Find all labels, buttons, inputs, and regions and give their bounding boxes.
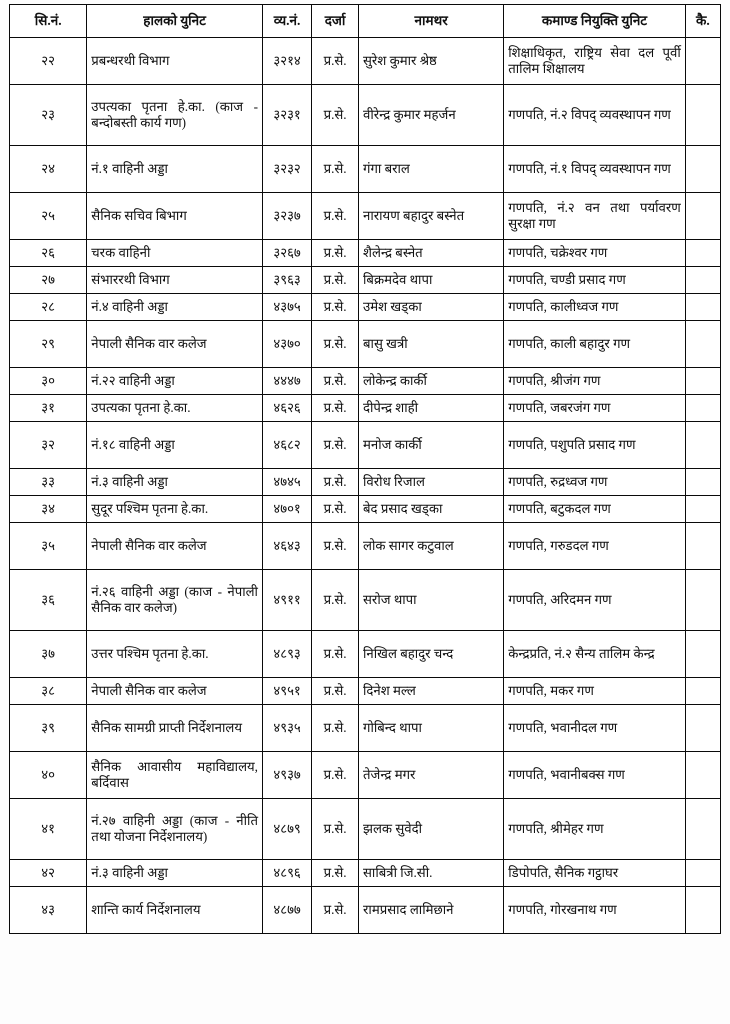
cell-personal-number: ३२६७ [262, 240, 311, 267]
cell-name: साबित्री जि.सी. [359, 860, 504, 887]
cell-rank: प्र.से. [312, 496, 359, 523]
cell-command-unit: गणपति, चण्डी प्रसाद गण [504, 267, 686, 294]
cell-remarks [685, 496, 720, 523]
cell-command-unit: गणपति, अरिदमन गण [504, 570, 686, 631]
cell-remarks [685, 395, 720, 422]
cell-current-unit: सैनिक सामग्री प्राप्ती निर्देशनालय [87, 705, 263, 752]
cell-serial: २६ [10, 240, 87, 267]
table-row [10, 570, 721, 631]
cell-name: सुरेश कुमार श्रेष्ठ [359, 38, 504, 85]
table-row [10, 368, 721, 395]
cell-command-unit: डिपोपति, सैनिक गट्ठाघर [504, 860, 686, 887]
cell-name: दिनेश मल्ल [359, 678, 504, 705]
cell-current-unit: संभाररथी विभाग [87, 267, 263, 294]
cell-rank: प्र.से. [312, 523, 359, 570]
column-header-remarks: कै. [685, 5, 720, 38]
table-row [10, 38, 721, 85]
table-row [10, 146, 721, 193]
cell-serial: ३५ [10, 523, 87, 570]
cell-remarks [685, 368, 720, 395]
table-row [10, 85, 721, 146]
cell-command-unit: गणपति, नं.२ वन तथा पर्यावरण सुरक्षा गण [504, 193, 686, 240]
cell-serial: ३३ [10, 469, 87, 496]
cell-current-unit: नं.४ वाहिनी अड्डा [87, 294, 263, 321]
cell-remarks [685, 570, 720, 631]
cell-name: लोकेन्द्र कार्की [359, 368, 504, 395]
cell-current-unit: सैनिक आवासीय महाविद्यालय, बर्दिवास [87, 752, 263, 799]
cell-name: विरोध रिजाल [359, 469, 504, 496]
cell-personal-number: ४७०१ [262, 496, 311, 523]
cell-remarks [685, 146, 720, 193]
cell-serial: २९ [10, 321, 87, 368]
cell-rank: प्र.से. [312, 85, 359, 146]
cell-current-unit: नं.३ वाहिनी अड्डा [87, 860, 263, 887]
column-header-command-unit: कमाण्ड नियुक्ति युनिट [504, 5, 686, 38]
cell-serial: ३८ [10, 678, 87, 705]
cell-name: बासु खत्री [359, 321, 504, 368]
cell-current-unit: उपत्यका पृतना हे.का. (काज - बन्दोबस्ती कार्य गण) [87, 85, 263, 146]
cell-personal-number: ४४४७ [262, 368, 311, 395]
cell-serial: ३७ [10, 631, 87, 678]
cell-serial: २३ [10, 85, 87, 146]
cell-name: तेजेन्द्र मगर [359, 752, 504, 799]
cell-current-unit: चरक वाहिनी [87, 240, 263, 267]
cell-personal-number: ४९११ [262, 570, 311, 631]
cell-serial: ३६ [10, 570, 87, 631]
cell-name: झलक सुवेदी [359, 799, 504, 860]
cell-remarks [685, 887, 720, 934]
cell-rank: प्र.से. [312, 368, 359, 395]
cell-serial: २४ [10, 146, 87, 193]
cell-rank: प्र.से. [312, 631, 359, 678]
cell-rank: प्र.से. [312, 422, 359, 469]
cell-command-unit: गणपति, रुद्रध्वज गण [504, 469, 686, 496]
table-row [10, 395, 721, 422]
cell-rank: प्र.से. [312, 887, 359, 934]
cell-command-unit: गणपति, जबरजंग गण [504, 395, 686, 422]
cell-name: शैलेन्द्र बस्नेत [359, 240, 504, 267]
cell-rank: प्र.से. [312, 294, 359, 321]
cell-rank: प्र.से. [312, 860, 359, 887]
cell-current-unit: नं.१ वाहिनी अड्डा [87, 146, 263, 193]
cell-rank: प्र.से. [312, 267, 359, 294]
cell-current-unit: उपत्यका पृतना हे.का. [87, 395, 263, 422]
table-row [10, 752, 721, 799]
table-row [10, 294, 721, 321]
cell-serial: ४२ [10, 860, 87, 887]
cell-serial: ३४ [10, 496, 87, 523]
cell-remarks [685, 240, 720, 267]
table-header-row [10, 5, 721, 38]
cell-rank: प्र.से. [312, 570, 359, 631]
cell-rank: प्र.से. [312, 321, 359, 368]
cell-serial: ४३ [10, 887, 87, 934]
cell-remarks [685, 678, 720, 705]
cell-name: बिक्रमदेव थापा [359, 267, 504, 294]
table-body [10, 38, 721, 934]
cell-name: लोक सागर कटुवाल [359, 523, 504, 570]
cell-name: सरोज थापा [359, 570, 504, 631]
cell-personal-number: ४८७७ [262, 887, 311, 934]
table-row [10, 321, 721, 368]
cell-remarks [685, 469, 720, 496]
cell-remarks [685, 193, 720, 240]
cell-personal-number: ३२३२ [262, 146, 311, 193]
cell-personal-number: ३२३१ [262, 85, 311, 146]
table-row [10, 523, 721, 570]
cell-personal-number: ४७४५ [262, 469, 311, 496]
table-row [10, 267, 721, 294]
cell-personal-number: ४८९६ [262, 860, 311, 887]
cell-command-unit: गणपति, श्रीजंग गण [504, 368, 686, 395]
cell-remarks [685, 422, 720, 469]
cell-current-unit: शान्ति कार्य निर्देशनालय [87, 887, 263, 934]
column-header-current-unit: हालको युनिट [87, 5, 263, 38]
cell-command-unit: गणपति, मकर गण [504, 678, 686, 705]
table-row [10, 631, 721, 678]
cell-command-unit: गणपति, बटुकदल गण [504, 496, 686, 523]
cell-personal-number: ४९३५ [262, 705, 311, 752]
cell-command-unit: गणपति, काली बहादुर गण [504, 321, 686, 368]
cell-name: उमेश खड्का [359, 294, 504, 321]
cell-personal-number: ४८९३ [262, 631, 311, 678]
cell-command-unit: शिक्षाधिकृत, राष्ट्रिय सेवा दल पूर्वी तालिम शिक्षालय [504, 38, 686, 85]
column-header-name: नामथर [359, 5, 504, 38]
cell-personal-number: ३२३७ [262, 193, 311, 240]
cell-name: निखिल बहादुर चन्द [359, 631, 504, 678]
cell-current-unit: नेपाली सैनिक वार कलेज [87, 321, 263, 368]
cell-remarks [685, 860, 720, 887]
cell-current-unit: नं.२६ वाहिनी अड्डा (काज - नेपाली सैनिक वार कलेज) [87, 570, 263, 631]
table-row [10, 860, 721, 887]
cell-command-unit: गणपति, कालीध्वज गण [504, 294, 686, 321]
cell-command-unit: गणपति, श्रीमेहर गण [504, 799, 686, 860]
cell-serial: ४१ [10, 799, 87, 860]
cell-rank: प्र.से. [312, 799, 359, 860]
cell-personal-number: ४६८२ [262, 422, 311, 469]
cell-remarks [685, 85, 720, 146]
cell-rank: प्र.से. [312, 678, 359, 705]
cell-serial: ३१ [10, 395, 87, 422]
cell-name: मनोज कार्की [359, 422, 504, 469]
cell-rank: प्र.से. [312, 146, 359, 193]
cell-current-unit: उत्तर पश्चिम पृतना हे.का. [87, 631, 263, 678]
cell-serial: २७ [10, 267, 87, 294]
cell-personal-number: ३२१४ [262, 38, 311, 85]
cell-serial: २५ [10, 193, 87, 240]
cell-serial: ३२ [10, 422, 87, 469]
cell-remarks [685, 705, 720, 752]
cell-remarks [685, 321, 720, 368]
cell-serial: ३० [10, 368, 87, 395]
column-header-personal-number: व्य.नं. [262, 5, 311, 38]
cell-remarks [685, 752, 720, 799]
cell-command-unit: गणपति, गरुडदल गण [504, 523, 686, 570]
table-row [10, 193, 721, 240]
table-row [10, 469, 721, 496]
cell-serial: २२ [10, 38, 87, 85]
cell-personal-number: ४९३७ [262, 752, 311, 799]
cell-serial: २८ [10, 294, 87, 321]
column-header-serial: सि.नं. [10, 5, 87, 38]
cell-current-unit: सुदूर पश्चिम पृतना हे.का. [87, 496, 263, 523]
cell-remarks [685, 38, 720, 85]
cell-remarks [685, 267, 720, 294]
cell-command-unit: गणपति, भवानीबक्स गण [504, 752, 686, 799]
cell-command-unit: केन्द्रप्रति, नं.२ सैन्य तालिम केन्द्र [504, 631, 686, 678]
cell-serial: ३९ [10, 705, 87, 752]
cell-rank: प्र.से. [312, 38, 359, 85]
cell-remarks [685, 294, 720, 321]
cell-command-unit: गणपति, चक्रेश्वर गण [504, 240, 686, 267]
cell-rank: प्र.से. [312, 705, 359, 752]
cell-current-unit: नेपाली सैनिक वार कलेज [87, 678, 263, 705]
table-row [10, 422, 721, 469]
cell-rank: प्र.से. [312, 193, 359, 240]
table-row [10, 799, 721, 860]
cell-serial: ४० [10, 752, 87, 799]
cell-current-unit: नं.२७ वाहिनी अड्डा (काज - नीति तथा योजना निर्देशनालय) [87, 799, 263, 860]
posting-list-table [9, 4, 721, 934]
table-row [10, 887, 721, 934]
cell-personal-number: ४६२६ [262, 395, 311, 422]
cell-name: वीरेन्द्र कुमार महर्जन [359, 85, 504, 146]
cell-remarks [685, 799, 720, 860]
cell-remarks [685, 631, 720, 678]
cell-command-unit: गणपति, नं.२ विपद् व्यवस्थापन गण [504, 85, 686, 146]
table-row [10, 705, 721, 752]
cell-personal-number: ४३७५ [262, 294, 311, 321]
cell-current-unit: सैनिक सचिव बिभाग [87, 193, 263, 240]
cell-personal-number: ४८७९ [262, 799, 311, 860]
table-header [10, 5, 721, 38]
cell-name: गंगा बराल [359, 146, 504, 193]
cell-personal-number: ४३७० [262, 321, 311, 368]
cell-personal-number: ४९५१ [262, 678, 311, 705]
cell-personal-number: ३९६३ [262, 267, 311, 294]
cell-command-unit: गणपति, पशुपति प्रसाद गण [504, 422, 686, 469]
cell-current-unit: नं.१८ वाहिनी अड्डा [87, 422, 263, 469]
cell-current-unit: नेपाली सैनिक वार कलेज [87, 523, 263, 570]
cell-current-unit: प्रबन्धरथी विभाग [87, 38, 263, 85]
column-header-rank: दर्जा [312, 5, 359, 38]
table-row [10, 496, 721, 523]
cell-personal-number: ४६४३ [262, 523, 311, 570]
cell-name: नारायण बहादुर बस्नेत [359, 193, 504, 240]
cell-command-unit: गणपति, भवानीदल गण [504, 705, 686, 752]
cell-rank: प्र.से. [312, 395, 359, 422]
cell-name: बेद प्रसाद खड्का [359, 496, 504, 523]
cell-command-unit: गणपति, गोरखनाथ गण [504, 887, 686, 934]
cell-command-unit: गणपति, नं.१ विपद् व्यवस्थापन गण [504, 146, 686, 193]
cell-rank: प्र.से. [312, 469, 359, 496]
cell-current-unit: नं.३ वाहिनी अड्डा [87, 469, 263, 496]
cell-remarks [685, 523, 720, 570]
cell-rank: प्र.से. [312, 752, 359, 799]
table-row [10, 678, 721, 705]
cell-rank: प्र.से. [312, 240, 359, 267]
cell-name: रामप्रसाद लामिछाने [359, 887, 504, 934]
cell-current-unit: नं.२२ वाहिनी अड्डा [87, 368, 263, 395]
table-row [10, 240, 721, 267]
cell-name: गोबिन्द थापा [359, 705, 504, 752]
cell-name: दीपेन्द्र शाही [359, 395, 504, 422]
